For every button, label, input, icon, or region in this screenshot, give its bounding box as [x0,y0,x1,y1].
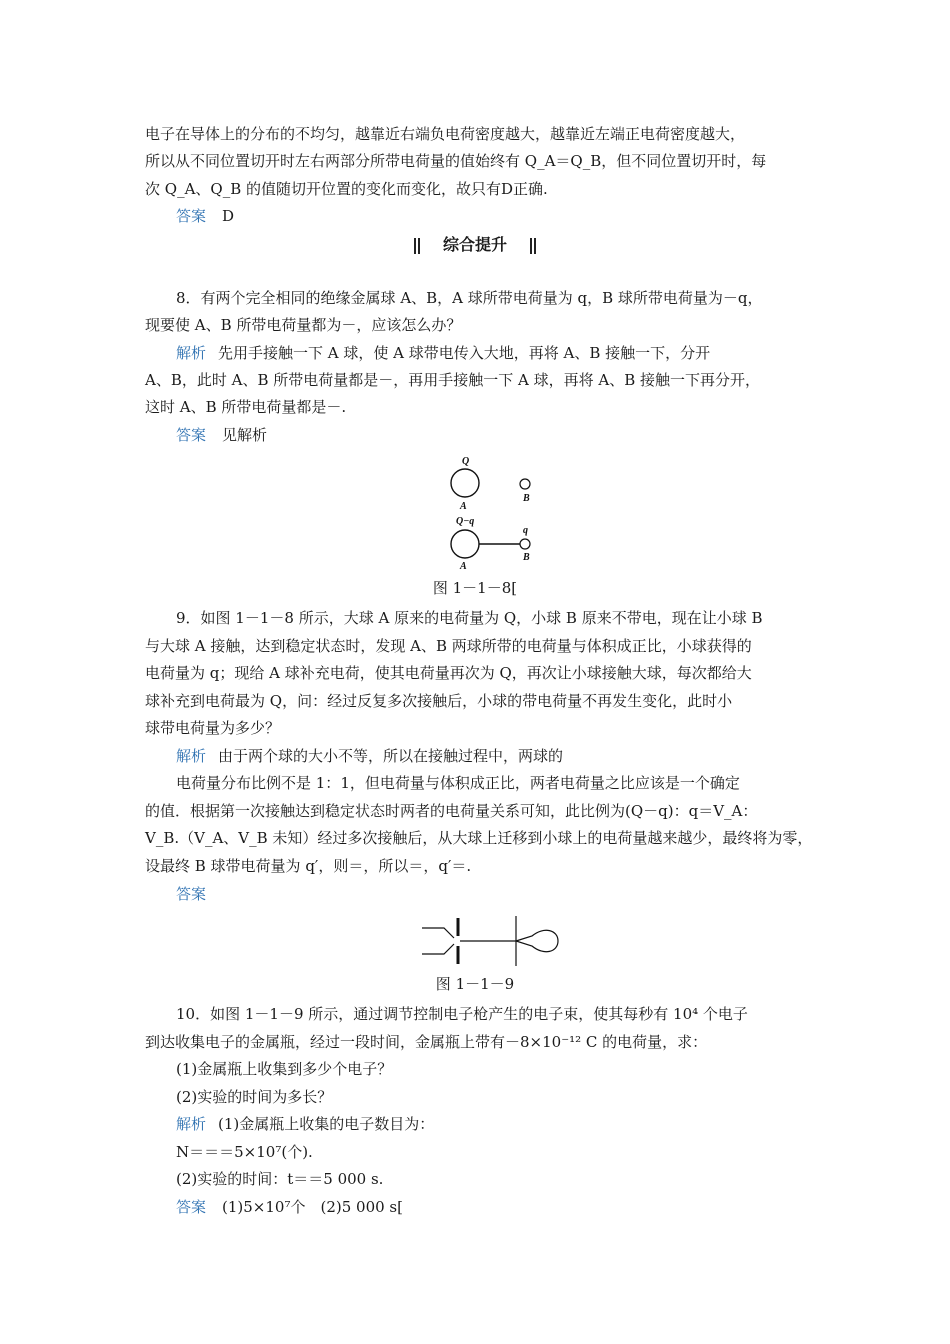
fig8-label-A-top: A [460,501,467,512]
q10-sub-1: (1)金属瓶上收集到多少个电子？ [176,1060,393,1078]
fig8-label-Q-minus-q: Q−q [456,516,475,527]
answer-label: 答案 [176,426,207,444]
figure-1-1-8 [440,452,550,572]
q9-line-1: 9．如图 1－1－8 所示，大球 A 原来的电荷量为 Q，小球 B 原来不带电，现在让小球 B [176,609,763,627]
ball-A-large-top [451,469,479,497]
answer-label: 答案 [176,1198,207,1216]
analysis-label: 解析 [176,344,207,362]
electron-gun-upper [422,928,454,938]
q8-line-1: 8．有两个完全相同的绝缘金属球 A、B，A 球所带电荷量为 q，B 球所带电荷量为－q， [176,289,763,307]
q10-line-2: 到达收集电子的金属瓶，经过一段时间，金属瓶上带有－8×10⁻¹² C 的电荷量，求： [145,1033,708,1051]
q9-answer [176,884,856,904]
ball-B-small-bottom [520,539,530,549]
fig8-label-q: q [523,525,528,536]
answer-value: 见解析 [222,426,268,444]
metal-bottle [516,930,558,951]
q9-analysis-3: 的值．根据第一次接触达到稳定状态时两者的电荷量关系可知，此比例为(Q－q)：q＝V_A： [145,802,758,820]
fig8-label-Q: Q [462,456,470,467]
q10-analysis-1: 解析 (1)金属瓶上收集的电子数目为： [176,1115,435,1133]
figure-1-1-9 [420,912,570,972]
analysis-label: 解析 [176,1115,207,1133]
electron-gun-lower [422,944,454,954]
q9-analysis-4: V_B.（V_A、V_B 未知）经过多次接触后，从大球上迁移到小球上的电荷量越来越少，最终将为零， [145,829,813,847]
q8-line-2: 现要使 A、B 所带电荷量都为－，应该怎么办？ [145,316,462,334]
q9-line-4: 球补充到电荷最为 Q，问：经过反复多次接触后，小球的带电荷量不再发生变化，此时小 [145,692,733,710]
intro-answer [176,206,856,226]
heading-bars-right [529,235,537,254]
answer-value: (1)5×10⁷个 (2)5 000 s[ [222,1198,403,1216]
intro-line-2: 所以从不同位置切开时左右两部分所带电荷量的值始终有 Q_A＝Q_B，但不同位置切开时，每 [145,152,767,170]
fig8-label-A-bottom: A [460,561,467,572]
q10-analysis-3: (2)实验的时间：t＝＝5 000 s. [176,1170,384,1188]
figure-1-1-8-caption: 图 1－1－8[ [432,579,518,597]
ball-A-large-bottom [451,530,479,558]
q8-analysis-1: 解析 先用手接触一下 A 球，使 A 球带电传入大地，再将 A、B 接触一下，分开 [176,344,711,362]
fig8-label-B-bottom: B [523,552,530,563]
ball-B-small-top [520,479,530,489]
q9-analysis-5: 设最终 B 球带电荷量为 q′，则＝，所以＝，q′＝. [145,857,472,875]
q10-sub-2: (2)实验的时间为多长？ [176,1088,333,1106]
q9-line-2: 与大球 A 接触，达到稳定状态时，发现 A、B 两球所带的电荷量与体积成正比，小球获得的 [145,637,752,655]
q9-line-3: 电荷量为 q；现给 A 球补充电荷，使其电荷量再次为 Q，再次让小球接触大球，每次都给大 [145,664,752,682]
q8-analysis-2: A、B，此时 A、B 所带电荷量都是－，再用手接触一下 A 球，再将 A、B 接触一下再分开， [145,371,761,389]
q9-line-5: 球带电荷量为多少？ [145,719,281,737]
intro-line-1: 电子在导体上的分布的不均匀，越靠近右端负电荷密度越大，越靠近左端正电荷密度越大， [145,125,746,143]
q8-answer [176,425,856,445]
section-title: 综合提升 [442,235,507,254]
q10-answer [176,1197,856,1217]
q9-analysis-2: 电荷量分布比例不是 1：1，但电荷量与体积成正比，两者电荷量之比应该是一个确定 [176,774,740,792]
q8-analysis-3: 这时 A、B 所带电荷量都是－. [145,398,347,416]
intro-line-3: 次 Q_A、Q_B 的值随切开位置的变化而变化，故只有D正确. [145,180,548,198]
heading-bars-left [413,235,421,254]
figure-1-1-9-caption: 图 1－1－9 [435,975,515,993]
answer-value: D [222,207,235,225]
answer-label: 答案 [176,885,207,903]
q10-line-1: 10．如图 1－1－9 所示，通过调节控制电子枪产生的电子束，使其每秒有 10⁴ 个电子 [176,1005,748,1023]
analysis-label: 解析 [176,747,207,765]
section-heading [0,232,950,255]
fig8-label-B-top: B [523,493,530,504]
q9-analysis-1: 解析 由于两个球的大小不等，所以在接触过程中，两球的 [176,747,564,765]
answer-label: 答案 [176,207,207,225]
q10-analysis-2: N＝＝＝5×10⁷(个). [176,1143,313,1161]
